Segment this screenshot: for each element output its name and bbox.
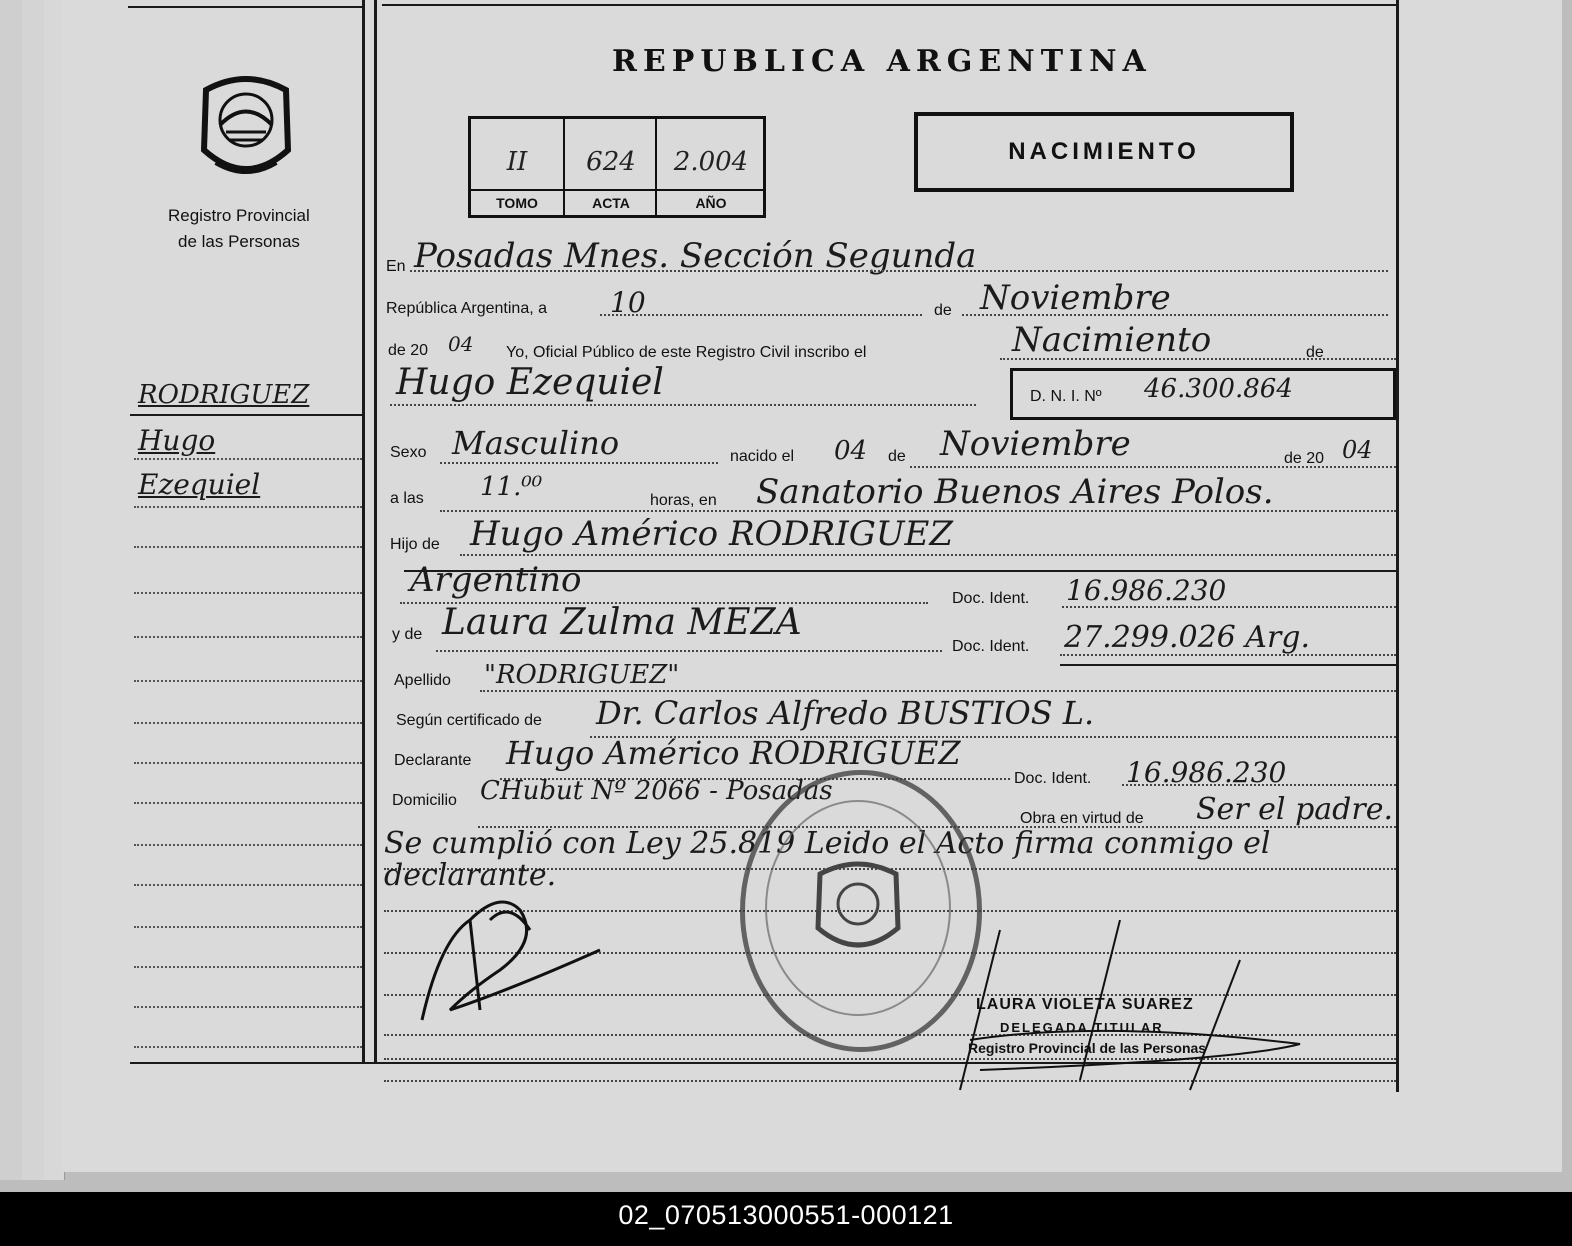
book-page-edge: [22, 0, 45, 1180]
ano-label: AÑO: [657, 189, 765, 211]
value-dia: 10: [610, 286, 646, 319]
label-y-de: y de: [392, 626, 423, 643]
line: [440, 510, 1396, 512]
value-nac-anio: 04: [1342, 436, 1373, 464]
ano-value: 2.004: [673, 147, 749, 177]
registry-name: de las Personas: [178, 232, 300, 251]
label-republica: República Argentina, a: [386, 300, 547, 317]
value-anio: 04: [448, 332, 474, 356]
value-domicilio: CHubut Nº 2066 - Posadas: [480, 776, 833, 806]
value-dni: 46.300.864: [1144, 374, 1293, 404]
form-left-border: [374, 0, 377, 1064]
line: [1122, 784, 1396, 786]
label-doc-ident: Doc. Ident.: [952, 638, 1030, 655]
value-nota-2: declarante.: [384, 858, 557, 893]
value-padre: Hugo Américo RODRIGUEZ: [470, 514, 953, 554]
form-right-border: [1396, 0, 1399, 1092]
label-segun: Según certificado de: [396, 712, 542, 729]
label-declarante: Declarante: [394, 752, 472, 769]
acta-label: ACTA: [565, 189, 657, 211]
provincial-coat-of-arms-icon: [196, 70, 296, 182]
value-virtud: Ser el padre.: [1196, 792, 1393, 827]
official-title: DELEGADA TITULAR: [1000, 1020, 1164, 1035]
line: [1000, 358, 1396, 360]
label-en: En: [386, 258, 406, 275]
label-a-las: a las: [390, 490, 424, 507]
tomo-value: II: [506, 147, 528, 177]
line: [600, 314, 922, 316]
value-declarante: Hugo Américo RODRIGUEZ: [506, 734, 961, 772]
ano-cell: [655, 119, 765, 215]
registry-name: Registro Provincial: [168, 206, 310, 225]
value-lugar: Posadas Mnes. Sección Segunda: [414, 236, 977, 276]
label-horas: horas, en: [650, 492, 717, 509]
value-lugar-nac: Sanatorio Buenos Aires Polos.: [756, 472, 1274, 512]
label-domicilio: Domicilio: [392, 792, 457, 809]
image-identifier-footer: 02_070513000551-000121: [0, 1192, 1572, 1246]
tomo-cell: [471, 119, 563, 215]
line: [480, 690, 1396, 692]
label-doc-ident: Doc. Ident.: [952, 590, 1030, 607]
label-doc-ident: Doc. Ident.: [1014, 770, 1092, 787]
label-apellido: Apellido: [394, 672, 451, 689]
value-nombre: Hugo Ezequiel: [396, 362, 664, 403]
label-de-20: de 20: [1284, 450, 1325, 467]
line: [910, 466, 1396, 468]
value-sexo: Masculino: [452, 424, 620, 462]
left-column-border: [362, 0, 365, 1062]
line: [1060, 654, 1396, 656]
book-page-edge: [0, 0, 23, 1180]
stamp-emblem-icon: [812, 858, 904, 958]
line: [410, 270, 1388, 272]
label-nacido: nacido el: [730, 448, 795, 465]
value-nac-dia: 04: [834, 436, 868, 466]
line: [962, 314, 1388, 316]
value-apellido: "RODRIGUEZ": [484, 660, 680, 690]
record-number-box: [468, 116, 766, 218]
value-madre-doc: 27.299.026 Arg.: [1064, 620, 1311, 655]
declarant-signature: [410, 880, 610, 1030]
tomo-label: TOMO: [471, 189, 563, 211]
official-name: LAURA VIOLETA SUAREZ: [976, 996, 1194, 1013]
margin-surname: RODRIGUEZ: [138, 380, 310, 410]
official-office: Registro Provincial de las Personas: [968, 1040, 1207, 1056]
label-dni: D. N. I. Nº: [1030, 388, 1102, 405]
acta-cell: [563, 119, 657, 215]
value-nota-1: Se cumplió con Ley 25.819 Leido el Acto firma conmigo el: [384, 826, 1271, 861]
label-obra: Obra en virtud de: [1020, 810, 1144, 827]
label-de: de: [934, 302, 952, 319]
acta-value: 624: [586, 147, 636, 177]
value-medico: Dr. Carlos Alfredo BUSTIOS L.: [596, 694, 1095, 732]
margin-given-name: Ezequiel: [138, 468, 261, 501]
document-header: REPUBLICA ARGENTINA: [612, 44, 1152, 79]
label-sexo: Sexo: [390, 444, 427, 461]
value-declarante-doc: 16.986.230: [1126, 756, 1287, 789]
line: [460, 554, 1396, 556]
label-de2: de: [888, 448, 906, 465]
value-nac-mes: Noviembre: [940, 424, 1131, 464]
line: [436, 650, 942, 652]
margin-given-name: Hugo: [138, 424, 216, 457]
label-oficial: Yo, Oficial Público de este Registro Civil inscribo el: [506, 344, 867, 361]
label-de-end: de: [1306, 344, 1324, 361]
label-hijo: Hijo de: [390, 536, 440, 553]
value-padre-nacionalidad: Argentino: [410, 560, 582, 600]
line: [390, 404, 976, 406]
value-madre: Laura Zulma MEZA: [442, 602, 802, 643]
line: [440, 462, 718, 464]
record-type-box: NACIMIENTO: [914, 112, 1294, 192]
rule: [1060, 664, 1396, 666]
value-padre-doc: 16.986.230: [1066, 574, 1227, 607]
top-rule: [382, 4, 1396, 6]
value-hora: 11.⁰⁰: [480, 472, 543, 502]
line: [1062, 606, 1396, 608]
label-de-year: de 20: [388, 342, 429, 359]
value-mes: Noviembre: [980, 278, 1171, 318]
top-rule: [128, 6, 362, 8]
value-acto: Nacimiento: [1012, 320, 1212, 360]
